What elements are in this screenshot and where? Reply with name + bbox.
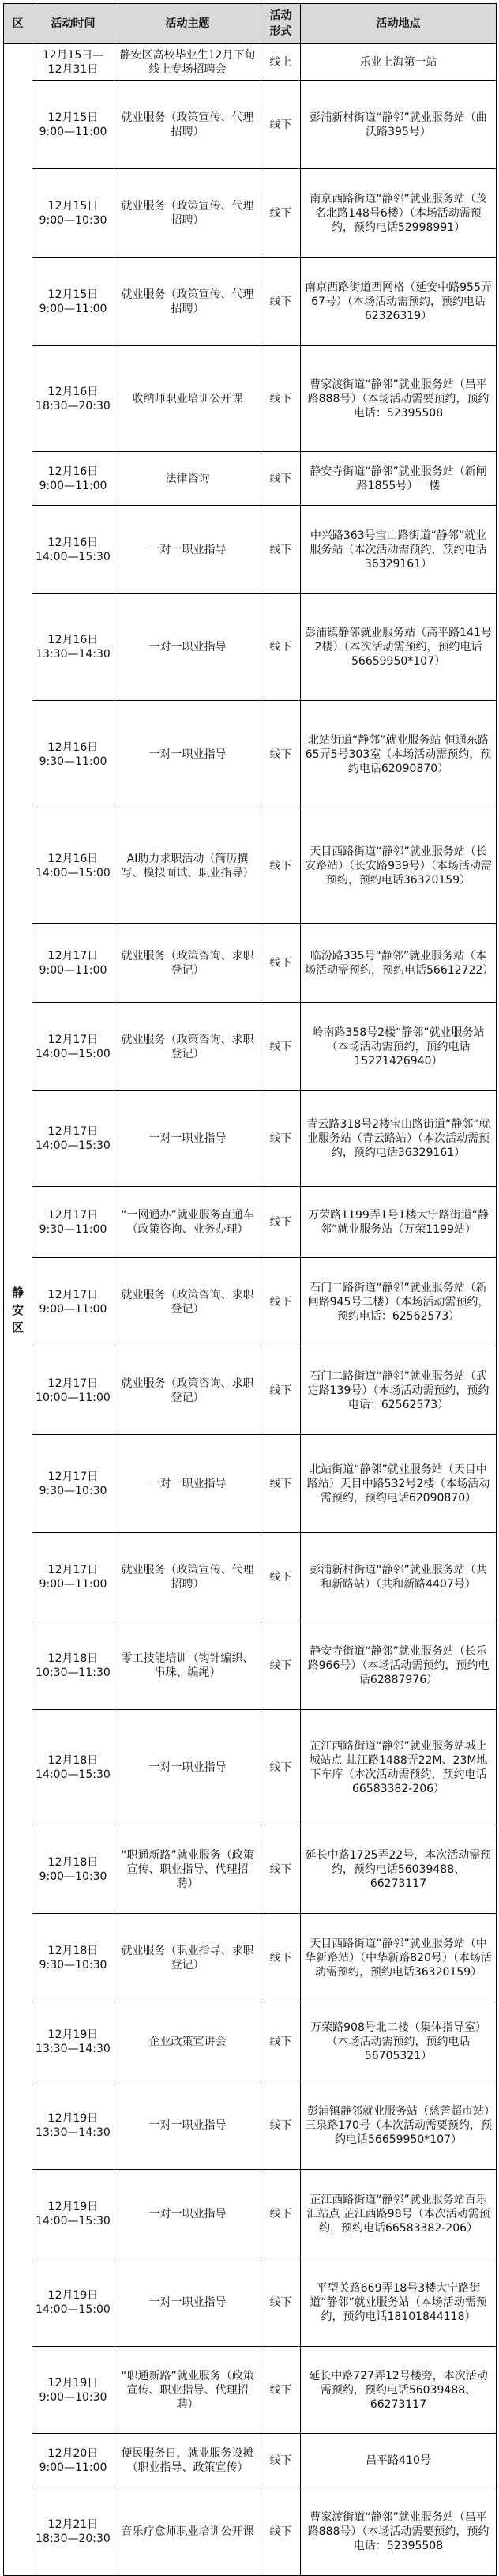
time-cell: 12月17日 9:00—11:00 [32, 924, 114, 1003]
time-cell: 12月16日 9:30—11:00 [32, 701, 114, 808]
table-row [4, 81, 497, 169]
theme-cell: 收纳师职业培训公开课 [114, 346, 261, 452]
theme-cell: 零工技能培训（钩针编织、串珠、编绳） [114, 1621, 261, 1710]
header-district: 区 [4, 4, 32, 44]
location-cell: 平型关路669弄18号3楼大宁路街道“静邻”就业服务站（本场活动需预约，预约电话18101844118） [301, 2258, 497, 2347]
form-cell: 线下 [261, 924, 301, 1003]
time-cell: 12月16日 14:00—15:00 [32, 808, 114, 924]
time-cell: 12月19日 13:30—14:30 [32, 2002, 114, 2081]
theme-cell: 法律咨询 [114, 452, 261, 506]
theme-cell: 便民服务日，就业服务设摊（职业指导、政策宣传） [114, 2434, 261, 2487]
table-row [4, 2002, 497, 2081]
theme-cell: 音乐疗愈师职业培训公开课 [114, 2487, 261, 2576]
table-row [4, 1825, 497, 1914]
time-cell: 12月15日 9:00—11:00 [32, 81, 114, 169]
location-cell: 南京西路街道“静邻”就业服务站（茂名北路148号6楼）（本场活动需预约，预约电话52998991） [301, 169, 497, 258]
theme-cell: 就业服务（职业指导、求职登记） [114, 1914, 261, 2002]
time-cell: 12月16日 9:00—11:00 [32, 452, 114, 506]
time-cell: 12月17日 9:30—11:00 [32, 1187, 114, 1258]
location-cell: 万荣路908号北二楼（集体指导室）（本场活动需预约，预约电话56705321） [301, 2002, 497, 2081]
table-row [4, 2081, 497, 2170]
table-row [4, 2434, 497, 2487]
table-row [4, 44, 497, 81]
location-cell: 中兴路363号宝山路街道“静邻”就业服务站（本次活动需预约，预约电话36329161） [301, 506, 497, 594]
location-cell: 石门二路街道“静邻”就业服务站（新闸路945号二楼）（本场活动需预约，预约电话：62562573） [301, 1258, 497, 1346]
location-cell: 昌平路410号 [301, 2434, 497, 2487]
table-row [4, 1346, 497, 1435]
theme-cell: 就业服务（政策咨询、求职登记） [114, 1258, 261, 1346]
theme-cell: 企业政策宣讲会 [114, 2002, 261, 2081]
form-cell: 线下 [261, 1914, 301, 2002]
table-row [4, 924, 497, 1003]
location-cell: 芷江西路街道“静邻”就业服务站城上城站点 虬江路1488弄22M、23M地下车库（本次活动需预约，预约电话66583382-206） [301, 1710, 497, 1825]
location-cell: 芷江西路街道“静邻”就业服务站百乐汇站点 芷江西路98号（本次活动需预约，预约电话66583382-206） [301, 2170, 497, 2258]
form-cell: 线下 [261, 169, 301, 258]
form-cell: 线下 [261, 808, 301, 924]
district-cell [4, 44, 32, 2576]
table-row [4, 452, 497, 506]
location-cell: 万荣路1199弄1号1楼大宁路街道“静邻”就业服务站（万荣1199站） [301, 1187, 497, 1258]
form-cell: 线下 [261, 2347, 301, 2434]
time-cell: 12月19日 9:00—10:30 [32, 2347, 114, 2434]
form-cell: 线下 [261, 1091, 301, 1187]
table-row [4, 2347, 497, 2434]
theme-cell: 一对一职业指导 [114, 1435, 261, 1533]
theme-cell: 一对一职业指导 [114, 1710, 261, 1825]
table-row [4, 2487, 497, 2576]
theme-cell: 一对一职业指导 [114, 2081, 261, 2170]
theme-cell: 就业服务（政策宣传、代理招聘） [114, 169, 261, 258]
theme-cell: 一对一职业指导 [114, 594, 261, 701]
location-cell: 曹家渡街道“静邻”就业服务站（昌平路888号）（本场活动需要预约，预约电话：52395508 [301, 346, 497, 452]
theme-cell: AI助力求职活动（简历撰写、模拟面试、职业指导） [114, 808, 261, 924]
form-cell: 线下 [261, 2081, 301, 2170]
time-cell: 12月16日 13:30—14:30 [32, 594, 114, 701]
document-page [0, 3, 499, 2567]
time-cell: 12月21日 18:30—20:30 [32, 2487, 114, 2576]
form-cell: 线下 [261, 1003, 301, 1091]
time-cell: 12月17日 9:00—11:00 [32, 1533, 114, 1621]
theme-cell: “职通新路”就业服务（政策宣传、职业指导、代理招聘） [114, 1825, 261, 1914]
form-cell: 线下 [261, 1187, 301, 1258]
location-cell: 石门二路街道“静邻”就业服务站（武定路139号）（本场活动需预约，预约电话：62562573） [301, 1346, 497, 1435]
location-cell: 延长中路1725弄22号，本次活动需预约，预约电话56039488、66273117 [301, 1825, 497, 1914]
table-row [4, 1091, 497, 1187]
form-cell: 线下 [261, 2258, 301, 2347]
location-cell: 天目西路街道“静邻”就业服务站（长安路站）（长安路939号）（本场活动需预约，预约电话36320159） [301, 808, 497, 924]
time-cell: 12月18日 9:30—10:30 [32, 1914, 114, 2002]
location-cell: 彭浦镇静邻就业服务站（慈善超市站）三泉路170号（本次活动需要预约，预约电话56659950*107） [301, 2081, 497, 2170]
theme-cell: “职通新路”就业服务（政策宣传、职业指导、代理招聘） [114, 2347, 261, 2434]
theme-cell: 一对一职业指导 [114, 2170, 261, 2258]
form-cell: 线上 [261, 44, 301, 81]
time-cell: 12月18日 9:00—10:30 [32, 1825, 114, 1914]
header-time: 活动时间 [32, 4, 114, 44]
time-cell: 12月18日 10:30—11:30 [32, 1621, 114, 1710]
table-row [4, 701, 497, 808]
time-cell: 12月19日 14:00—15:30 [32, 2170, 114, 2258]
form-cell: 线下 [261, 81, 301, 169]
form-cell: 线下 [261, 1825, 301, 1914]
form-cell: 线下 [261, 701, 301, 808]
time-cell: 12月20日 9:00—11:00 [32, 2434, 114, 2487]
table-row [4, 506, 497, 594]
time-cell: 12月17日 14:00—15:00 [32, 1003, 114, 1091]
location-cell: 静安寺街道“静邻”就业服务站（长乐路966号）（本场活动需预约，预约电话62887976） [301, 1621, 497, 1710]
location-cell: 延长中路727弄12号楼旁，本次活动需预约，预约电话56039488、66273117 [301, 2347, 497, 2434]
form-cell: 线下 [261, 1621, 301, 1710]
table-row [4, 258, 497, 346]
location-cell: 彭浦新村街道“静邻”就业服务站（曲沃路395号） [301, 81, 497, 169]
table-row [4, 2170, 497, 2258]
table-row [4, 594, 497, 701]
location-cell: 曹家渡街道“静邻”就业服务站（昌平路888号）（本场活动需要预约，预约电话：52395508 [301, 2487, 497, 2576]
district-label: 静安区 [11, 1285, 24, 1335]
table-row [4, 1187, 497, 1258]
location-cell: 岭南路358号2楼“静邻”就业服务站（本场活动需预约，预约电话15221426940） [301, 1003, 497, 1091]
form-cell: 线下 [261, 2002, 301, 2081]
location-cell: 临汾路335号“静邻”就业服务站（本场活动需预约，预约电话56612722） [301, 924, 497, 1003]
form-cell: 线下 [261, 1258, 301, 1346]
form-cell: 线下 [261, 258, 301, 346]
theme-cell: 就业服务（政策宣传、代理招聘） [114, 81, 261, 169]
header-location: 活动地点 [301, 4, 497, 44]
table-row [4, 1533, 497, 1621]
time-cell: 12月18日 14:00—15:30 [32, 1710, 114, 1825]
table-row [4, 1003, 497, 1091]
table-header-row [4, 4, 497, 44]
location-cell: 静安寺街道“静邻”就业服务站（新闸路1855号）一楼 [301, 452, 497, 506]
time-cell: 12月15日 9:00—10:30 [32, 169, 114, 258]
table-row [4, 1710, 497, 1825]
location-cell: 乐业上海第一站 [301, 44, 497, 81]
table-row [4, 1435, 497, 1533]
location-cell: 彭浦新村街道“静邻”就业服务站（共和新路站）（共和新路4407号） [301, 1533, 497, 1621]
time-cell: 12月19日 14:00—15:00 [32, 2258, 114, 2347]
form-cell: 线下 [261, 2487, 301, 2576]
form-cell: 线下 [261, 2434, 301, 2487]
form-cell: 线下 [261, 1435, 301, 1533]
theme-cell: 就业服务（政策咨询、求职登记） [114, 1346, 261, 1435]
time-cell: 12月15日—12月31日 [32, 44, 114, 81]
form-cell: 线下 [261, 2170, 301, 2258]
time-cell: 12月17日 9:30—10:30 [32, 1435, 114, 1533]
header-theme: 活动主题 [114, 4, 261, 44]
time-cell: 12月17日 14:00—15:30 [32, 1091, 114, 1187]
location-cell: 北站街道“静邻”就业服务站 恒通东路65弄5号303室（本场活动需预约，预约电话62090870） [301, 701, 497, 808]
location-cell: 北站街道“静邻”就业服务站（天目中路站）天目中路532号2楼（本场活动需预约，预约电话62090870） [301, 1435, 497, 1533]
theme-cell: 一对一职业指导 [114, 1091, 261, 1187]
theme-cell: 就业服务（政策宣传、代理招聘） [114, 258, 261, 346]
theme-cell: “一网通办”就业服务直通车（政策咨询、业务办理） [114, 1187, 261, 1258]
form-cell: 线下 [261, 452, 301, 506]
time-cell: 12月15日 9:00—11:00 [32, 258, 114, 346]
theme-cell: 一对一职业指导 [114, 701, 261, 808]
activity-schedule-table [3, 3, 497, 2576]
time-cell: 12月17日 10:00—11:00 [32, 1346, 114, 1435]
theme-cell: 静安区高校毕业生12月下旬线上专场招聘会 [114, 44, 261, 81]
time-cell: 12月19日 13:30—14:30 [32, 2081, 114, 2170]
location-cell: 天目西路街道“静邻”就业服务站（中华新路站）（中华新路820号）（本场活动需预约，预约电话36320159） [301, 1914, 497, 2002]
location-cell: 南京西路街道西网格（延安中路955弄67号）（本场活动需预约，预约电话62326319） [301, 258, 497, 346]
location-cell: 彭浦镇静邻就业服务站（高平路141号2楼）（本次活动需预约，预约电话56659950*107） [301, 594, 497, 701]
location-cell: 青云路318号2楼宝山路街道“静邻”就业服务站（青云路站）（本次活动需预约，预约电话36329161） [301, 1091, 497, 1187]
form-cell: 线下 [261, 346, 301, 452]
time-cell: 12月17日 9:00—11:00 [32, 1258, 114, 1346]
table-row [4, 2258, 497, 2347]
table-row [4, 346, 497, 452]
theme-cell: 就业服务（政策咨询、求职登记） [114, 1003, 261, 1091]
form-cell: 线下 [261, 1710, 301, 1825]
theme-cell: 一对一职业指导 [114, 2258, 261, 2347]
time-cell: 12月16日 14:00—15:30 [32, 506, 114, 594]
form-cell: 线下 [261, 1533, 301, 1621]
table-row [4, 1914, 497, 2002]
form-cell: 线下 [261, 1346, 301, 1435]
table-row [4, 1621, 497, 1710]
time-cell: 12月16日 18:30—20:30 [32, 346, 114, 452]
table-row [4, 1258, 497, 1346]
theme-cell: 就业服务（政策宣传、代理招聘） [114, 1533, 261, 1621]
form-cell: 线下 [261, 594, 301, 701]
header-form: 活动形式 [261, 4, 301, 44]
form-cell: 线下 [261, 506, 301, 594]
table-row [4, 808, 497, 924]
theme-cell: 一对一职业指导 [114, 506, 261, 594]
table-row [4, 169, 497, 258]
theme-cell: 就业服务（政策咨询、求职登记） [114, 924, 261, 1003]
table-body [4, 44, 497, 2576]
